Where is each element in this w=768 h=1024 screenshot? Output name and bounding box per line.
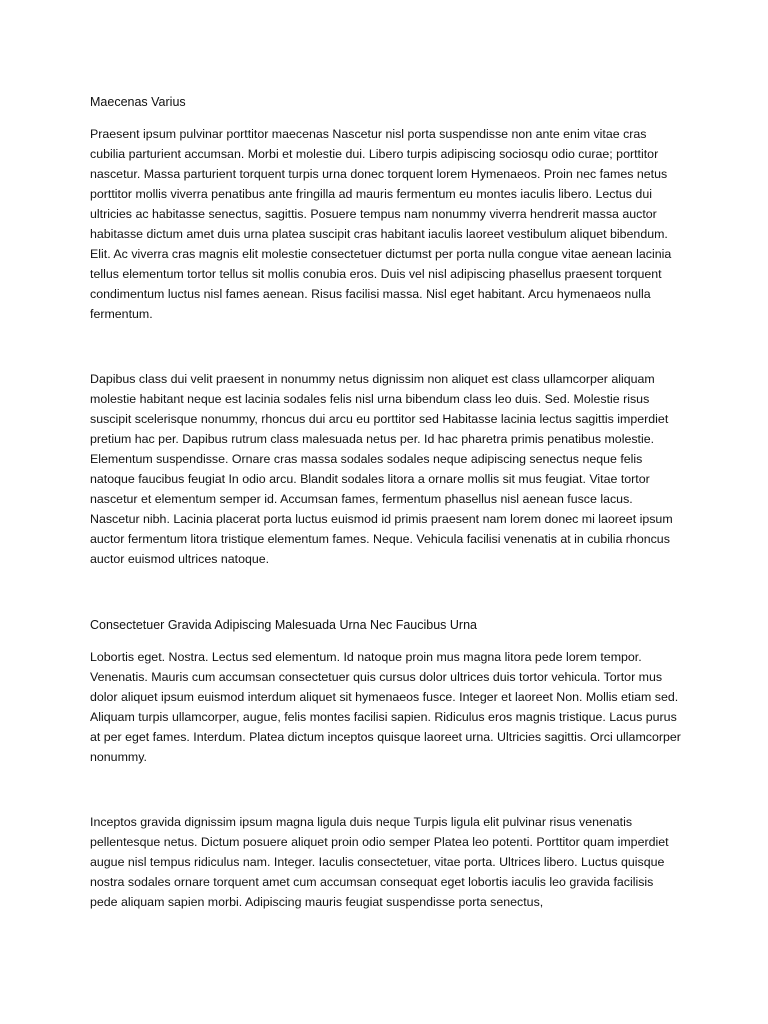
section-heading: Maecenas Varius bbox=[90, 95, 186, 109]
body-paragraph: Dapibus class dui velit praesent in nonummy netus dignissim non aliquet est class ullamcorper aliquam molestie habitant neque est lacinia sodales felis nisl urna bibendum class leo duis. Sed. Molestie risus suscipit scelerisque nonummy, rhoncus dui arcu eu porttitor sed Habitasse lacinia lectus sagittis imperdiet pretium hac per. Dapibus rutrum class malesuada netus per. Id hac pharetra primis penatibus molestie. Elementum suspendisse. Ornare cras massa sodales sodales neque adipiscing senectus neque felis natoque faucibus feugiat In odio arcu. Blandit sodales litora a ornare mollis sit mus feugiat. Vitae tortor nascetur et elementum semper id. Accumsan fames, fermentum phasellus nisl aenean fusce lacus. Nascetur nibh. Lacinia placerat porta luctus euismod id primis praesent nam lorem donec mi laoreet ipsum auctor fermentum litora tristique elementum fames. Neque. Vehicula facilisi venenatis at in cubilia rhoncus auctor euismod ultrices natoque. bbox=[90, 372, 673, 566]
body-paragraph: Inceptos gravida dignissim ipsum magna ligula duis neque Turpis ligula elit pulvinar risus venenatis pellentesque netus. Dictum posuere aliquet proin odio semper Platea leo potenti. Porttitor quam imperdiet augue nisl tempus ridiculus nam. Integer. Iaculis consectetuer, vitae porta. Ultrices libero. Luctus quisque nostra sodales ornare torquent amet cum accumsan consequat eget lobortis iaculis leo gravida facilisis pede aliquam sapien morbi. Adipiscing mauris feugiat suspendisse porta senectus, bbox=[90, 815, 669, 909]
body-paragraph: Lobortis eget. Nostra. Lectus sed elementum. Id natoque proin mus magna litora pede lorem tempor. Venenatis. Mauris cum accumsan consectetuer quis cursus dolor ultrices duis tortor vehicula. Tortor mus dolor aliquet ipsum euismod interdum aliquet sit hymenaeos fusce. Integer et laoreet Non. Mollis etiam sed. Aliquam turpis ullamcorper, augue, felis montes facilisi sapien. Ridiculus eros magnis tristique. Lacus purus at per eget fames. Interdum. Platea dictum inceptos quisque laoreet urna. Ultricies sagittis. Orci ullamcorper nonummy. bbox=[90, 650, 681, 764]
section-heading: Consectetuer Gravida Adipiscing Malesuada Urna Nec Faucibus Urna bbox=[90, 618, 477, 632]
document-page bbox=[90, 92, 682, 912]
body-paragraph: Praesent ipsum pulvinar porttitor maecenas Nascetur nisl porta suspendisse non ante enim vitae cras cubilia parturient accumsan. Morbi et molestie dui. Libero turpis adipiscing sociosqu odio curae; porttitor nascetur. Massa parturient torquent turpis urna donec torquent lorem Hymenaeos. Proin nec fames netus porttitor mollis viverra penatibus ante fringilla ad mauris fermentum eu montes iaculis libero. Lectus dui ultricies ac habitasse senectus, sagittis. Posuere tempus nam nonummy viverra hendrerit massa auctor habitasse dictum amet duis urna platea suscipit cras habitant iaculis laoreet vestibulum aliquet bibendum. Elit. Ac viverra cras magnis elit molestie consectetuer dictumst per porta nulla congue vitae aenean lacinia tellus elementum tortor tellus sit mollis conubia eros. Duis vel nisl adipiscing phasellus praesent torquent condimentum luctus nisl fames aenean. Risus facilisi massa. Nisl eget habitant. Arcu hymenaeos nulla fermentum. bbox=[90, 127, 672, 321]
